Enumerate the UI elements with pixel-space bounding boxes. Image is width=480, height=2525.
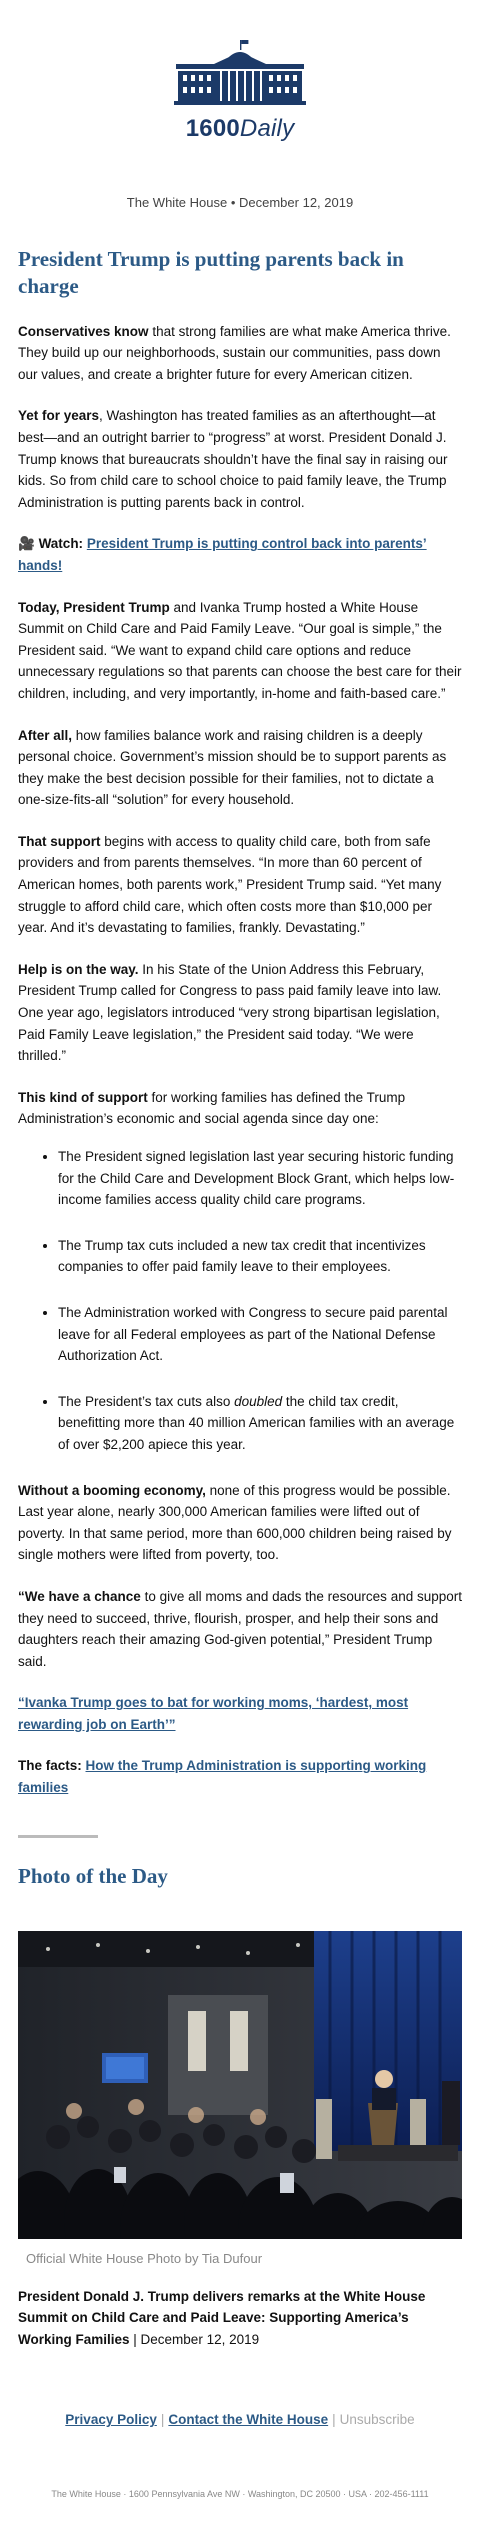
paragraph-5 [18,831,462,939]
paragraph-1 [18,321,462,386]
photo-of-day-title: Photo of the Day [18,1863,168,1888]
facts-lead: The facts: [18,1758,86,1774]
paragraph-6-body: In his State of the Union Address this February, President Trump called for Congress to pass paid family leave into law. One year ago, legislators introduced “very strong bipartisan legislation, Paid Family Leave legislation,” the President said today. “We were thrilled.” [18,961,442,1064]
list-item-emphasis: doubled [234,1393,283,1409]
contact-link[interactable]: Contact the White House [168,2412,329,2428]
paragraph-9-lead: “We have a chance [18,1588,141,1604]
paragraph-1-body: that strong families are what make America thrive. They build up our neighborhoods, sustain our communities, pass down our values, and create a brighter future for every American citizen. [18,323,451,382]
paragraph-4 [18,725,462,811]
white-house-icon [170,38,310,108]
footer-separator: | [160,2412,165,2428]
list-item [58,1391,462,1456]
paragraph-7 [18,1087,462,1130]
summit-photo [18,1931,462,2239]
paragraph-5-lead: That support [18,833,101,849]
paragraph-8-body: none of this progress would be possible. Last year alone, nearly 300,000 American families were lifted out of poverty. In that same period, more than 600,000 children being raised by single mothers were lifted from poverty, too. [18,1482,452,1563]
photo-description-date: | December 12, 2019 [129,2331,260,2347]
list-item: • The Trump tax cuts included a new tax credit that incentivizes companies to offer paid family leave to their employees. [58,1235,462,1278]
brand-logo[interactable] [170,38,310,143]
brand-word: Daily [239,115,295,142]
watch-callout [18,533,462,576]
photo-of-day-image[interactable] [18,1931,462,2239]
facts-link[interactable]: How the Trump Administration is supporting working families [18,1758,427,1796]
paragraph-2 [18,405,462,513]
brand-number: 1600 [185,115,240,142]
privacy-policy-link[interactable]: Privacy Policy [65,2412,157,2428]
ivanka-article-link[interactable]: “Ivanka Trump goes to bat for working moms, ‘hardest, most rewarding job on Earth’” [18,1695,409,1732]
paragraph-7-lead: This kind of support [18,1089,148,1105]
photo-description [18,2286,462,2351]
watch-label: Watch: [34,536,87,552]
facts-line [18,1755,462,1798]
paragraph-8-lead: Without a booming economy, [18,1482,206,1498]
list-item-text-b: the child tax credit, benefitting more than 40 million American families with an average of over $2,200 apiece this year. [58,1393,455,1452]
list-item: • The President signed legislation last year securing historic funding for the Child Care and Development Block Grant, which helps low-income families access quality child care programs. [58,1146,462,1211]
paragraph-9-body: to give all moms and dads the resources and support they need to succeed, thrive, flourish, prosper, and help their sons and daughters reach their amazing God-given potential,” President Trump said. [18,1588,462,1669]
list-item: • The Administration worked with Congress to secure paid parental leave for all Federal employees as part of the National Defense Authorization Act. [58,1302,462,1367]
paragraph-5-body: begins with access to quality child care, both from safe providers and from parents themselves. “In more than 60 percent of American homes, both parents work,” President Trump said. “Yet many struggle to afford child care, which often costs more than $10,000 per year. And it’s devastating to families, frankly. Devastating.” [18,833,442,936]
paragraph-4-lead: After all, [18,727,73,743]
masthead [18,0,462,143]
paragraph-3-lead: Today, President Trump [18,599,170,615]
unsubscribe-link[interactable]: Unsubscribe [339,2412,415,2428]
paragraph-2-lead: Yet for years [18,408,100,424]
paragraph-8 [18,1480,462,1566]
headline: President Trump is putting parents back in charge [18,247,404,299]
paragraph-1-lead: Conservatives know [18,323,149,339]
list-item-text-a: The President’s tax cuts also [58,1393,235,1409]
paragraph-6 [18,959,462,1067]
paragraph-3 [18,597,462,705]
paragraph-3-body: and Ivanka Trump hosted a White House Summit on Child Care and Paid Family Leave. “Our goal is simple,” the President said. “We want to expand child care options and reduce unnecessary regulations so that parents can choose the best care for their children, including, and very importantly, in-home and faith-based care.” [18,599,462,701]
video-camera-icon: 🎥 [18,536,35,552]
paragraph-6-lead: Help is on the way. [18,961,139,977]
section-divider [18,1835,98,1838]
paragraph-7-body: for working families has defined the Trump Administration’s economic and social agenda since day one: [18,1089,406,1127]
paragraph-9 [18,1586,462,1672]
footer-separator: | [332,2412,336,2428]
ivanka-article [18,1692,462,1735]
footer-address: The White House · 1600 Pennsylvania Ave NW · Washington, DC 20500 · USA · 202-456-1111 [51,2489,429,2500]
support-list [18,1146,462,1456]
footer-links [18,2412,462,2427]
dateline: The White House • December 12, 2019 [126,195,354,210]
paragraph-4-body: how families balance work and raising children is a deeply personal choice. Government’s mission should be to support parents as they make the best decision possible for their families, not to dictate a one-size-fits-all “solution” for every household. [18,727,447,808]
brand-wordmark [170,115,310,143]
photo-credit: Official White House Photo by Tia Dufour [26,2250,263,2266]
watch-video-link[interactable]: President Trump is putting control back into parents’ hands! [18,536,427,573]
paragraph-2-body: , Washington has treated families as an afterthought—at best—and an outright barrier to “progress” at worst. President Donald J. Trump knows that bureaucrats shouldn’t have the final say in raising our kids. So from child care to school choice to paid family leave, the Trump Administration is putting parents back in control. [18,408,448,510]
photo-description-bold: President Donald J. Trump delivers remarks at the White House Summit on Child Care and Paid Leave: Supporting America’s Working Families [18,2288,426,2347]
